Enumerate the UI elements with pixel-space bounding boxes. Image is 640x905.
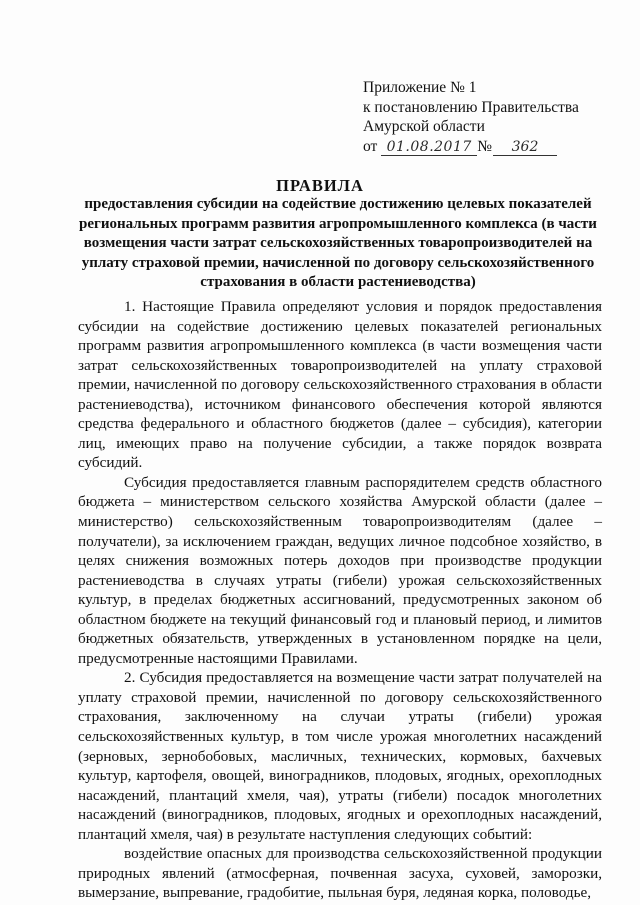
handwritten-date: 01.08.2017 bbox=[381, 139, 477, 156]
appendix-date-line bbox=[363, 137, 623, 157]
number-prefix: № bbox=[477, 137, 492, 155]
paragraph-4: воздействие опасных для производства сельскохозяйственной продукции природных явлений (атмосферная, почвенная засуха, суховей, заморозки, вымерзание, выпревание, градобитие, пыльная буря, ледяная корка, половодье, bbox=[78, 845, 602, 902]
paragraph-2: Субсидия предоставляется главным распорядителем средств областного бюджета – министерством сельского хозяйства Амурской области (далее – министерство) сельскохозяйственным товаропроизводителям (далее – получатели), за исключением граждан, ведущих личное подсобное хозяйство, в целях снижения возможных потерь доходов при производстве продукции растениеводства в случаях утраты (гибели) урожая сельскохозяйственных культур, в пределах бюджетных ассигнований, предусмотренных законом об областном бюджете на текущий финансовый год и плановый период, и лимитов бюджетных обязательств, утвержденных в установленном порядке на цели, предусмотренные настоящими Правилами. bbox=[78, 473, 602, 667]
appendix-line-2: к постановлению Правительства bbox=[363, 98, 579, 116]
document-body bbox=[78, 297, 602, 903]
paragraph-3: 2. Субсидия предоставляется на возмещение части затрат получателей на уплату страховой премии, начисленной по договору сельскохозяйственного страхования, заключенному на случаи утраты (гибели) урожая сельскохозяйственных культур, в том числе урожая многолетних насаждений (зерновых, зернобобовых, масличных, технических, кормовых, бахчевых культур, картофеля, овощей, виноградников, плодовых, ягодных, орехоплодных насаждений, плантаций хмеля, чая), утраты (гибели) посадок многолетних насаждений (виноградников, плодовых, ягодных и орехоплодных насаждений, плантаций хмеля, чая) в результате наступления следующих событий: bbox=[78, 669, 602, 843]
appendix-header bbox=[363, 78, 623, 156]
document-subtitle: предоставления субсидии на содействие достижению целевых показателей региональных программ развития агропромышленного комплекса (в части возмещения части затрат сельскохозяйственных товаропроизводителей на уплату страховой премии, начисленной по договору сельскохозяйственного страхования в области растениеводства) bbox=[79, 196, 597, 291]
appendix-line-3: Амурской области bbox=[363, 118, 485, 135]
appendix-line-1: Приложение № 1 bbox=[363, 79, 477, 96]
paragraph-1: 1. Настоящие Правила определяют условия и порядок предоставления субсидии на содействие достижению целевых показателей региональных программ развития агропромышленного комплекса (в части возмещения части затрат сельскохозяйственных товаропроизводителей на уплату страховой премии, начисленной по договору сельскохозяйственного страхования в области растениеводства), источником финансового обеспечения которой являются средства федерального и областного бюджетов (далее – субсидия), категории лиц, имеющих право на получение субсидии, а также порядок возврата субсидий. bbox=[78, 298, 602, 472]
handwritten-number: 362 bbox=[493, 139, 557, 156]
document-title: ПРАВИЛА bbox=[276, 176, 364, 195]
from-prefix: от bbox=[363, 137, 378, 155]
